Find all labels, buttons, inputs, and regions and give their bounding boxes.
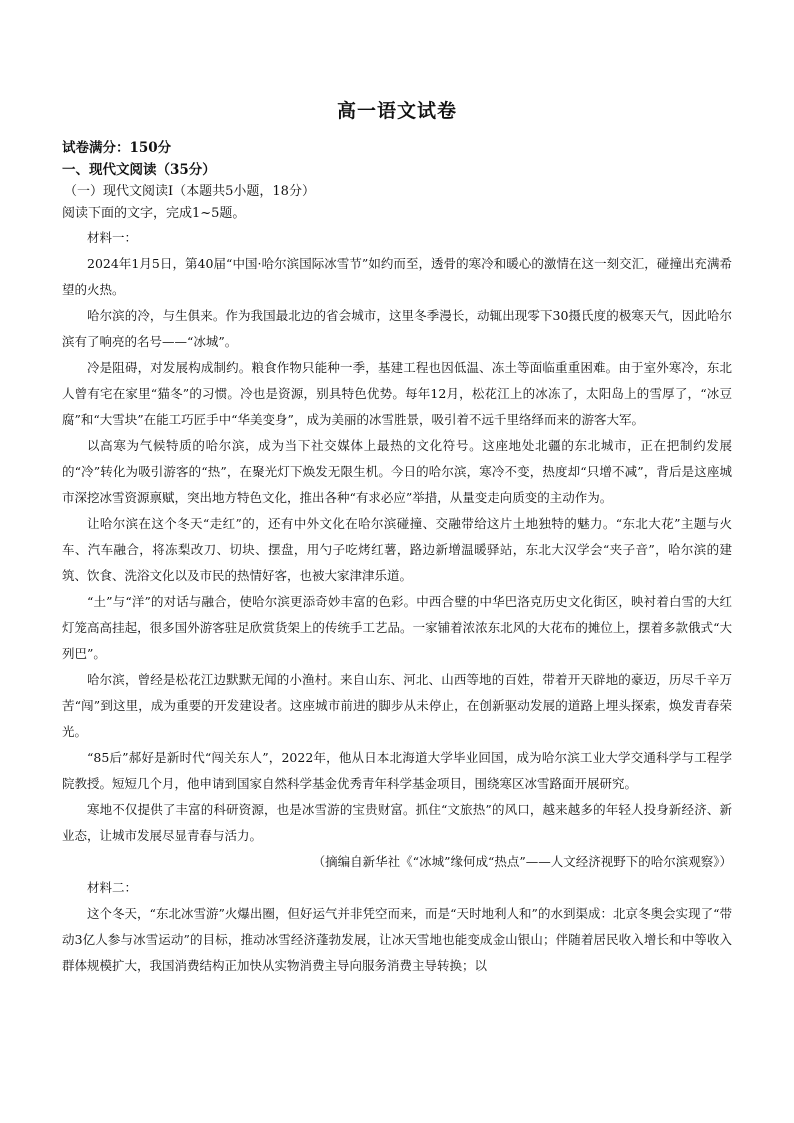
material-paragraph: 哈尔滨的冷，与生俱来。作为我国最北边的省会城市，这里冬季漫长，动辄出现零下30摄氏度的极寒天气，因此哈尔滨有了响亮的名号——“冰城”。	[62, 308, 732, 349]
material-paragraph: “85后”郝好是新时代“闯关东人”，2022年，他从日本北海道大学毕业回国，成为哈尔滨工业大学交通科学与工程学院教授。短短几个月，他申请到国家自然科学基金优秀青年科学基金项目，围绕寒区冰雪路面开展研究。	[62, 750, 732, 791]
exam-title: 高一语文试卷	[336, 100, 457, 122]
material-source: （摘编自新华社《“冰城”缘何成“热点”——人文经济视野下的哈尔滨观察》）	[312, 854, 732, 869]
material-paragraph: 冷是阻碍，对发展构成制约。粮食作物只能种一季，基建工程也因低温、冻土等面临重重困难。由于室外寒冷，东北人曾有宅在家里“猫冬”的习惯。冷也是资源，别具特色优势。每年12月，松花江上的冰冻了，太阳岛上的雪厚了，“冰豆腐”和“大雪块”在能工巧匠手中“华美变身”，成为美丽的冰雪胜景，吸引着不远千里络绎而来的游客大军。	[62, 360, 732, 427]
reading-instruction: 阅读下面的文字，完成1~5题。	[62, 206, 246, 221]
material-paragraph: 哈尔滨，曾经是松花江边默默无闻的小渔村。来自山东、河北、山西等地的百姓，带着开天辟地的豪迈，历尽千辛万苦“闯”到这里，成为重要的开发建设者。这座城市前进的脚步从未停止，在创新驱动发展的道路上埋头探索，焕发青春荣光。	[62, 672, 732, 739]
exam-content	[62, 96, 732, 979]
full-score: 试卷满分：150分	[62, 140, 172, 156]
material-label: 材料一：	[87, 230, 138, 245]
material-paragraph: 这个冬天，“东北冰雪游”火爆出圈，但好运气并非凭空而来，而是“天时地利人和”的水到渠成：北京冬奥会实现了“带动3亿人参与冰雪运动”的目标，推动冰雪经济蓬勃发展，让冰天雪地也能变成金山银山；伴随着居民收入增长和中等收入群体规模扩大，我国消费结构正加快从实物消费主导向服务消费主导转换；以	[62, 906, 732, 973]
subsection-heading: （一）现代文阅读Ⅰ（本题共5小题，18分）	[64, 184, 315, 199]
material-paragraph: 以高寒为气候特质的哈尔滨，成为当下社交媒体上最热的文化符号。这座地处北疆的东北城市，正在把制约发展的“冷”转化为吸引游客的“热”，在聚光灯下焕发无限生机。今日的哈尔滨，寒冷不变，热度却“只增不减”，背后是这座城市深挖冰雪资源禀赋，突出地方特色文化，推出各种“有求必应”举措，从量变走向质变的主动作为。	[62, 438, 732, 505]
material-label: 材料二：	[87, 880, 138, 895]
section-heading: 一、现代文阅读（35分）	[62, 162, 216, 178]
material-paragraph: 2024年1月5日，第40届“中国·哈尔滨国际冰雪节”如约而至，透骨的寒冷和暖心的激情在这一刻交汇，碰撞出充满希望的火热。	[62, 256, 732, 297]
material-paragraph: 寒地不仅提供了丰富的科研资源，也是冰雪游的宝贵财富。抓住“文旅热”的风口，越来越多的年轻人投身新经济、新业态，让城市发展尽显青春与活力。	[62, 802, 732, 843]
material-paragraph: “土”与“洋”的对话与融合，使哈尔滨更添奇妙丰富的色彩。中西合璧的中华巴洛克历史文化街区，映衬着白雪的大红灯笼高高挂起，很多国外游客驻足欣赏货架上的传统手工艺品。一家铺着浓浓东北风的大花布的摊位上，摆着多款俄式“大列巴”。	[62, 594, 732, 661]
material-paragraph: 让哈尔滨在这个冬天“走红”的，还有中外文化在哈尔滨碰撞、交融带给这片土地独特的魅力。“东北大花”主题与火车、汽车融合，将冻梨改刀、切块、摆盘，用勺子吃烤红薯，路边新增温暖驿站，东北大汉学会“夹子音”，哈尔滨的建筑、饮食、洗浴文化以及市民的热情好客，也被大家津津乐道。	[62, 516, 732, 583]
